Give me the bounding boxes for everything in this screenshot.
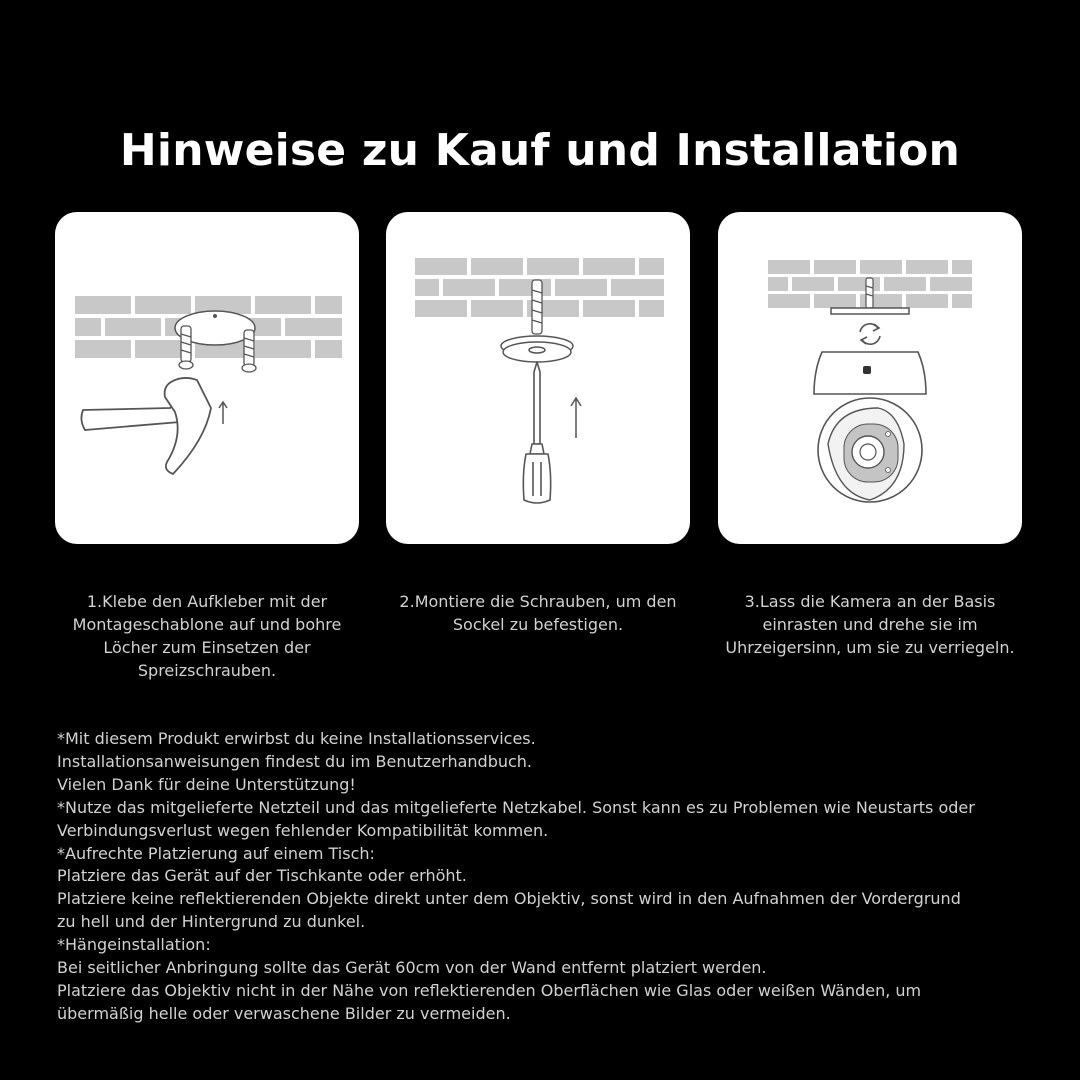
step-2-illustration-card: [386, 212, 690, 544]
note-line: Platziere keine reflektierenden Objekte direkt unter dem Objektiv, sonst wird in den Aufnahmen der Vordergrund: [57, 889, 961, 909]
wall-drilling-illustration: [55, 212, 359, 544]
note-line: übermäßig helle oder verwaschene Bilder zu vermeiden.: [57, 1003, 511, 1023]
camera-icon: [814, 352, 926, 502]
step-3-illustration-card: [718, 212, 1022, 544]
note-line: *Nutze das mitgelieferte Netzteil und das mitgelieferte Netzkabel. Sonst kann es zu Problemen wie Neustarts oder: [57, 797, 975, 817]
rotate-icon: [860, 324, 880, 344]
note-line: Platziere das Objektiv nicht in der Nähe von reflektierenden Oberflächen wie Glas oder weißen Wänden, um: [57, 980, 922, 1000]
note-line: zu hell und der Hintergrund zu dunkel.: [57, 912, 366, 932]
wall-anchor-icon: [866, 278, 873, 308]
note-line: Verbindungsverlust wegen fehlender Kompatibilität kommen.: [57, 820, 549, 840]
hammer-icon: [81, 378, 211, 474]
note-line: Installationsanweisungen findest du im Benutzerhandbuch.: [57, 751, 533, 771]
mounting-base-icon: [501, 336, 573, 362]
note-line: Platziere das Gerät auf der Tischkante oder erhöht.: [57, 866, 467, 886]
wall-anchor-icon: [179, 326, 193, 369]
note-line: *Aufrechte Platzierung auf einem Tisch:: [57, 843, 375, 863]
step-1-illustration-card: [55, 212, 359, 544]
wall-anchor-icon: [532, 280, 542, 334]
note-line: Bei seitlicher Anbringung sollte das Gerät 60cm von der Wand entfernt platziert werden.: [57, 958, 767, 978]
step-3-caption: 3.Lass die Kamera an der Basis einrasten und drehe sie im Uhrzeigersinn, um sie zu verriegeln.: [725, 592, 1015, 657]
page-title: Hinweise zu Kauf und Installation: [119, 125, 961, 177]
wall-anchor-icon: [242, 330, 256, 372]
note-line: *Hängeinstallation:: [57, 935, 211, 955]
installation-notes: [57, 728, 1037, 1026]
arrow-up-icon: [571, 398, 581, 438]
note-line: *Mit diesem Produkt erwirbst du keine Installationsservices.: [57, 729, 536, 748]
camera-twist-lock-illustration: [718, 212, 1022, 544]
note-line: Vielen Dank für deine Unterstützung!: [57, 774, 356, 794]
screwdriver-mounting-illustration: [386, 212, 690, 544]
arrow-up-icon: [219, 402, 227, 424]
step-2-caption: 2.Montiere die Schrauben, um den Sockel zu befestigen.: [399, 592, 677, 634]
mounting-base-icon: [831, 308, 909, 314]
step-1-caption: 1.Klebe den Aufkleber mit der Montageschablone auf und bohre Löcher zum Einsetzen der Spreizschrauben.: [72, 592, 342, 680]
screwdriver-icon: [523, 362, 550, 503]
